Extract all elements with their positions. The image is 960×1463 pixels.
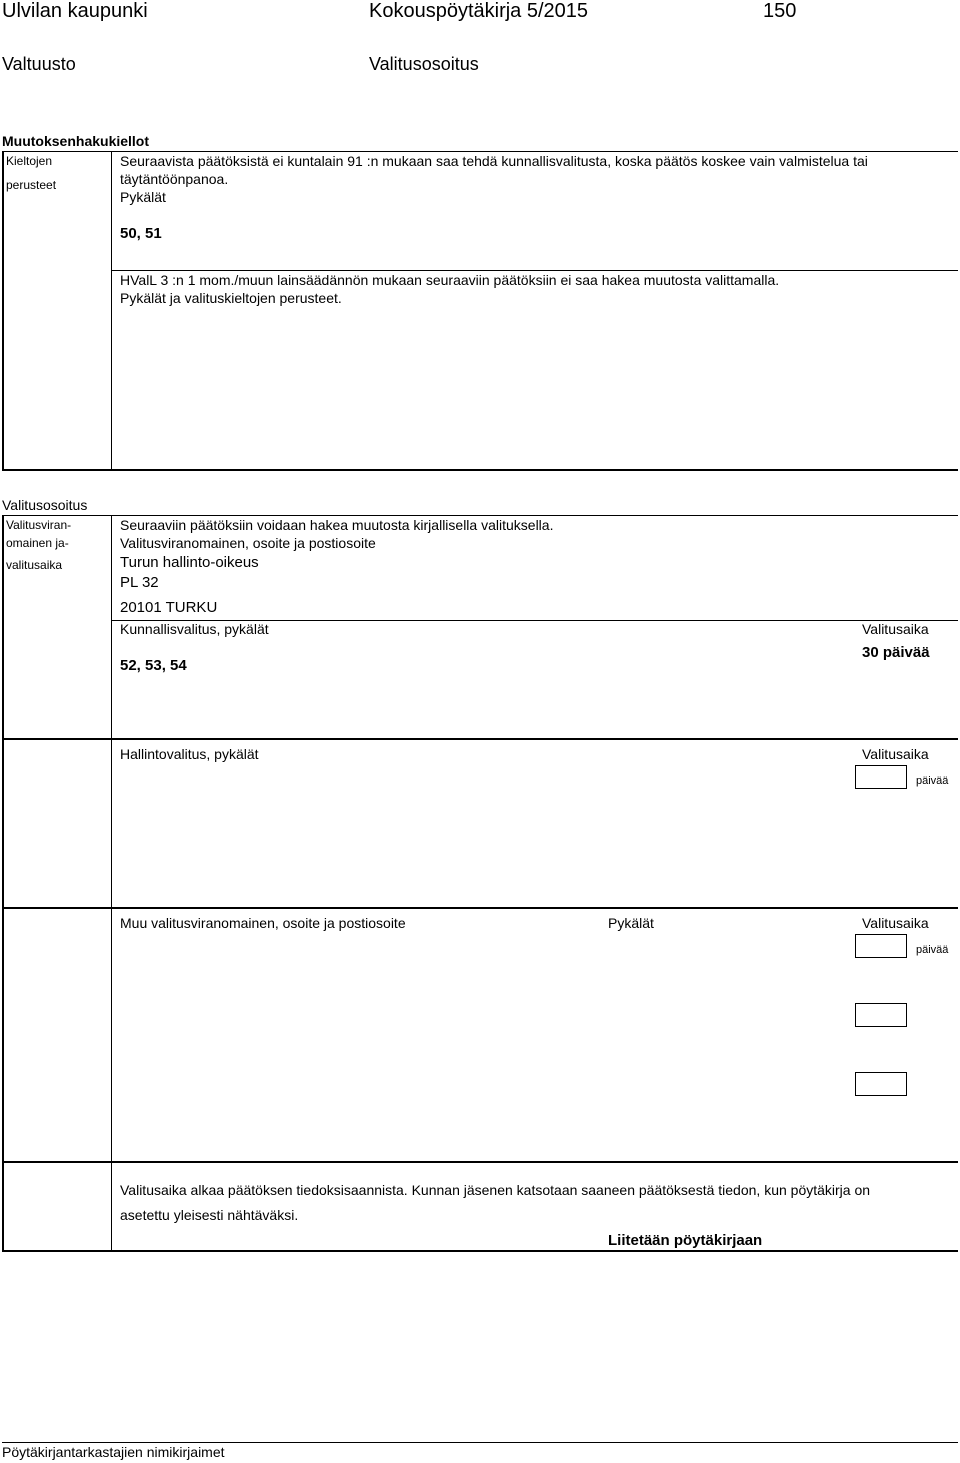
hval-line: HValL 3 :n 1 mom./muun lainsäädännön mukaan seuraaviin päätöksiin ei saa hakea muutosta valittamalla.: [120, 272, 780, 288]
appeal-intro: Seuraaviin päätöksiin voidaan hakea muutosta kirjallisella valituksella.: [120, 517, 554, 533]
ban-sections-value: 50, 51: [120, 225, 162, 242]
municipality-name: Ulvilan kaupunki: [2, 0, 148, 22]
authority-po: PL 32: [120, 574, 159, 591]
other-days-field[interactable]: [855, 934, 907, 958]
appeal-footer-line1: Valitusaika alkaa päätöksen tiedoksisaannista. Kunnan jäsenen katsotaan saaneen päätöksestä tiedon, kun pöytäkirja on: [120, 1182, 871, 1198]
appeal-label-1: Valitusviran-: [6, 518, 72, 532]
ban-text-line2: täytäntöönpanoa.: [120, 171, 229, 187]
municipal-appeal-label: Kunnallisvalitus, pykälät: [120, 621, 269, 637]
divider: [2, 515, 4, 1252]
hval-line2: Pykälät ja valituskieltojen perusteet.: [120, 290, 342, 306]
divider: [2, 1161, 958, 1163]
other-days-field-3[interactable]: [855, 1072, 907, 1096]
divider: [2, 469, 958, 471]
page-number: 150: [763, 0, 797, 22]
divider: [2, 738, 958, 740]
authority-label: Valitusviranomainen, osoite ja postiosoite: [120, 535, 376, 551]
ban-label-1: Kieltojen: [6, 154, 53, 168]
authority-city: 20101 TURKU: [120, 599, 218, 616]
appeal-footer-line2: asetettu yleisesti nähtäväksi.: [120, 1207, 299, 1223]
appeal-label-3: valitusaika: [6, 558, 63, 572]
appeal-heading: Valitusosoitus: [2, 497, 88, 513]
document-title: Kokouspöytäkirja 5/2015: [369, 0, 589, 22]
ban-text-line1: Seuraavista päätöksistä ei kuntalain 91 :n mukaan saa tehdä kunnallisvalitusta, koska päätös koskee vain valmistelua tai: [120, 153, 868, 169]
other-authority-label: Muu valitusviranomainen, osoite ja postiosoite: [120, 915, 406, 931]
admin-days-unit: päivää: [916, 775, 949, 787]
appeal-label-2: omainen ja-: [6, 536, 69, 550]
other-period-label: Valitusaika: [862, 915, 929, 931]
authority-name: Turun hallinto-oikeus: [120, 554, 259, 571]
ban-sections-label: Pykälät: [120, 189, 166, 205]
divider: [2, 151, 4, 471]
admin-days-field[interactable]: [855, 765, 907, 789]
other-days-field-2[interactable]: [855, 1003, 907, 1027]
divider: [111, 151, 112, 471]
divider: [2, 151, 958, 152]
ban-label-2: perusteet: [6, 178, 57, 192]
other-sections-label: Pykälät: [608, 915, 654, 931]
signature-initials-label: Pöytäkirjantarkastajien nimikirjaimet: [2, 1444, 225, 1460]
divider: [2, 1442, 958, 1443]
section-title: Valitusosoitus: [369, 54, 479, 74]
divider: [2, 515, 958, 516]
municipal-period-label: Valitusaika: [862, 621, 929, 637]
body-name: Valtuusto: [2, 54, 76, 74]
municipal-appeal-sections: 52, 53, 54: [120, 657, 187, 674]
other-days-unit: päivää: [916, 944, 949, 956]
divider: [2, 1250, 958, 1252]
attached-to-minutes: Liitetään pöytäkirjaan: [608, 1232, 763, 1249]
admin-period-label: Valitusaika: [862, 746, 929, 762]
divider: [111, 270, 958, 271]
municipal-period-value: 30 päivää: [862, 644, 930, 661]
appeal-bans-heading: Muutoksenhakukiellot: [2, 133, 150, 149]
admin-appeal-label: Hallintovalitus, pykälät: [120, 746, 259, 762]
divider: [2, 907, 958, 909]
divider: [111, 515, 112, 1252]
